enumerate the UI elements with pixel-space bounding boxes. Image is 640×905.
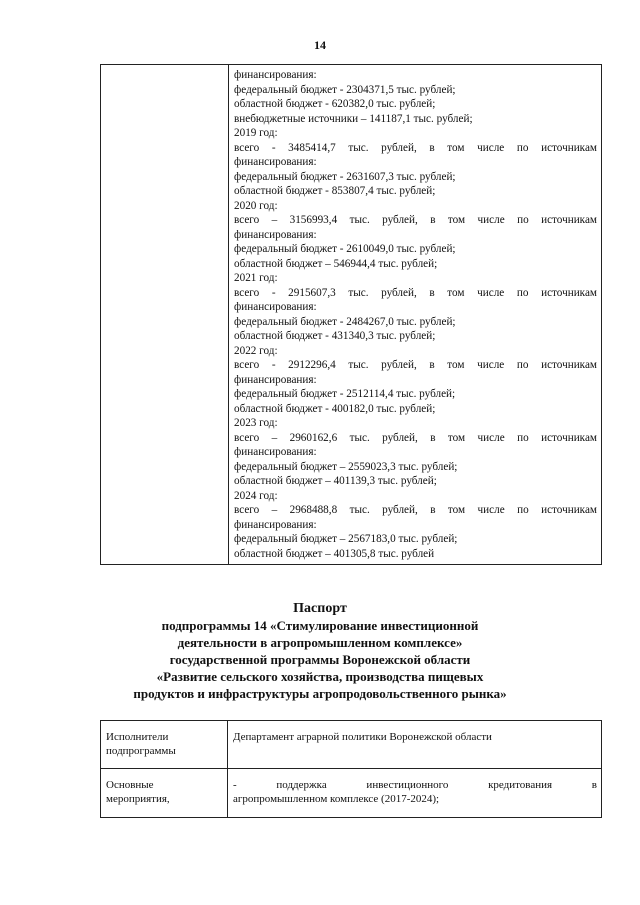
executors-label-line: подпрограммы (106, 745, 176, 757)
funding-line: всего - 3485414,7 тыс. рублей, в том числе по источникам (234, 141, 597, 154)
table-row (101, 65, 602, 565)
funding-table-value-cell (229, 65, 602, 565)
executors-value-cell (228, 721, 602, 769)
passport-heading: Паспорт (293, 601, 347, 616)
funding-line: финансирования: (234, 446, 317, 458)
funding-line: всего - 2915607,3 тыс. рублей, в том числе по источникам (234, 286, 597, 299)
funding-line: 2024 год: (234, 489, 278, 502)
funding-line: федеральный бюджет - 2631607,3 тыс. рублей; (234, 170, 456, 183)
funding-line: финансирования: (234, 518, 317, 531)
measures-value-cell (228, 769, 602, 818)
funding-line: финансирования: (234, 373, 317, 386)
funding-lines (234, 68, 597, 561)
funding-line: всего - 2912296,4 тыс. рублей, в том числе по источникам (234, 359, 597, 371)
passport-title-line: продуктов и инфраструктуры агропродовольственного рынка» (133, 686, 507, 701)
funding-table (100, 64, 602, 565)
measures-value-line: агропромышленном комплексе (2017-2024); (233, 793, 440, 805)
passport-title-line: деятельности в агропромышленном комплексе» (177, 635, 463, 650)
funding-line: федеральный бюджет - 2484267,0 тыс. рублей; (234, 315, 456, 328)
measures-label-cell (101, 769, 228, 818)
funding-line: финансирования: (234, 69, 317, 81)
measures-label-line: Основные (106, 779, 154, 791)
funding-line: 2022 год: (234, 344, 278, 357)
funding-line: 2020 год: (234, 199, 278, 212)
table-row (101, 721, 602, 769)
executors-value-line: Департамент аграрной политики Воронежской области (233, 731, 492, 743)
funding-line: федеральный бюджет - 2610049,0 тыс. рублей; (234, 243, 456, 255)
funding-line: федеральный бюджет – 2559023,3 тыс. рублей; (234, 460, 458, 473)
funding-line: федеральный бюджет - 2304371,5 тыс. рублей; (234, 83, 456, 96)
funding-line: 2019 год: (234, 127, 278, 139)
funding-line: финансирования: (234, 301, 317, 313)
passport-table (100, 720, 602, 818)
funding-table-label-cell (101, 65, 229, 565)
funding-line: всего – 3156993,4 тыс. рублей, в том числе по источникам (234, 214, 597, 226)
funding-line: областной бюджет - 620382,0 тыс. рублей; (234, 98, 436, 110)
measures-value-line: - поддержка инвестиционного кредитования в (233, 779, 597, 791)
funding-line: внебюджетные источники – 141187,1 тыс. рублей; (234, 112, 473, 125)
funding-line: областной бюджет – 401139,3 тыс. рублей; (234, 475, 437, 487)
funding-line: финансирования: (234, 228, 317, 241)
funding-line: федеральный бюджет - 2512114,4 тыс. рублей; (234, 388, 456, 400)
funding-line: областной бюджет – 546944,4 тыс. рублей; (234, 257, 438, 270)
passport-title-line: «Развитие сельского хозяйства, производства пищевых (156, 669, 484, 684)
funding-line: всего – 2960162,6 тыс. рублей, в том числе по источникам (234, 431, 597, 444)
funding-line: областной бюджет - 431340,3 тыс. рублей; (234, 330, 436, 342)
funding-line: областной бюджет – 401305,8 тыс. рублей (234, 547, 435, 560)
passport-title-line: подпрограммы 14 «Стимулирование инвестиционной (161, 618, 479, 633)
executors-label-cell (101, 721, 228, 769)
table-row (101, 769, 602, 818)
funding-line: 2021 год: (234, 272, 278, 284)
passport-title-block (0, 600, 640, 702)
funding-line: финансирования: (234, 156, 317, 168)
funding-line: 2023 год: (234, 417, 278, 429)
page-number: 14 (314, 38, 326, 52)
funding-line: областной бюджет - 400182,0 тыс. рублей; (234, 402, 436, 415)
passport-title-line: государственной программы Воронежской области (169, 652, 471, 667)
funding-line: федеральный бюджет – 2567183,0 тыс. рублей; (234, 533, 458, 545)
funding-line: всего – 2968488,8 тыс. рублей, в том числе по источникам (234, 504, 597, 516)
executors-label-line: Исполнители (106, 731, 169, 743)
funding-line: областной бюджет - 853807,4 тыс. рублей; (234, 185, 436, 197)
measures-label-line: мероприятия, (106, 793, 170, 805)
